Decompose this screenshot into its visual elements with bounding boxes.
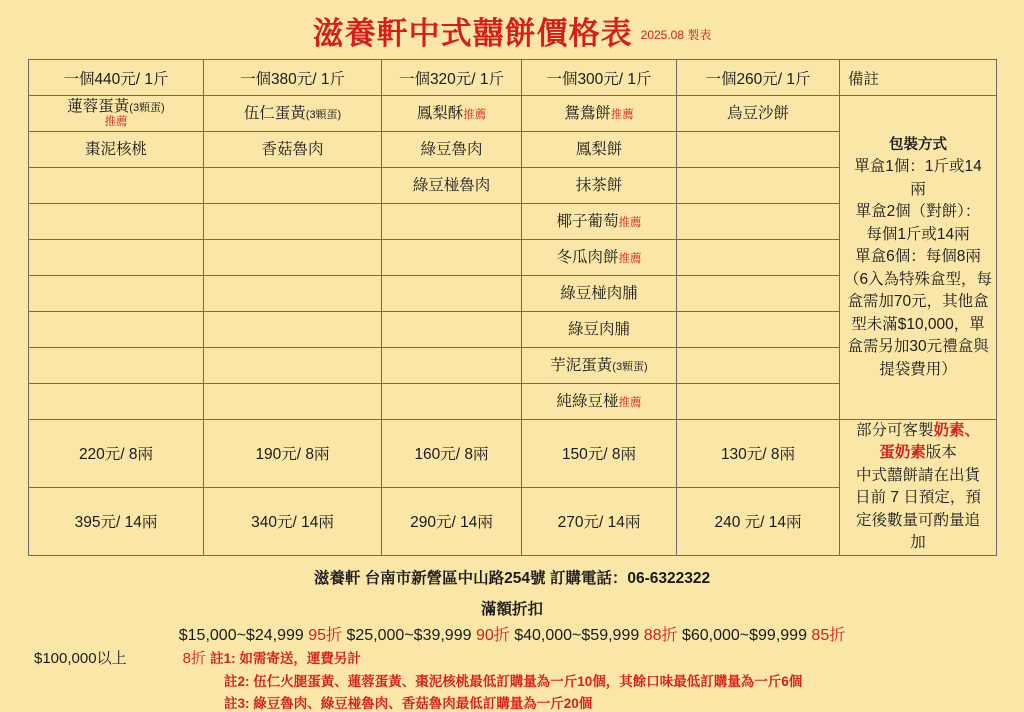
- item-name: 蓮蓉蛋黃: [67, 97, 130, 115]
- item-cell: [29, 240, 204, 276]
- tier-pct: 85折: [811, 626, 846, 644]
- item-cell: [382, 348, 522, 384]
- last-tier-pct: 8折: [182, 649, 206, 667]
- item-cell: 棗泥核桃: [29, 132, 204, 168]
- item-cell: [522, 96, 677, 132]
- remark-line: 中式囍餅請在出貨: [855, 466, 980, 484]
- item-cell: [29, 96, 204, 132]
- remark-line: [840, 442, 996, 464]
- table-header-row: [29, 60, 997, 96]
- item-sub: (3顆蛋): [305, 108, 342, 121]
- item-cell: [29, 168, 204, 204]
- price-cell: 340元/ 14兩: [204, 487, 382, 555]
- item-cell: [522, 384, 677, 420]
- item-name: 鳳梨酥: [416, 104, 464, 122]
- remark-line: 兩: [910, 180, 926, 198]
- remark-text: 部分可客製: [855, 422, 934, 439]
- recommend-badge: 推薦: [104, 115, 128, 128]
- note-3: 註3: 綠豆魯肉、綠豆椪魯肉、香菇魯肉最低訂購量為一斤20個: [224, 695, 593, 711]
- column-header-380: 一個380元/ 1斤: [204, 60, 382, 96]
- remark-packaging-cell: [840, 96, 997, 420]
- item-cell: [522, 240, 677, 276]
- item-cell: 抹茶餅: [522, 168, 677, 204]
- remark-highlight: 蛋奶素: [879, 444, 926, 462]
- item-cell: [204, 276, 382, 312]
- title-row: [0, 0, 1024, 53]
- tier-range: $40,000~$59,999: [514, 626, 640, 644]
- item-name: 烏豆沙餅: [726, 104, 789, 122]
- tier-range: $15,000~$24,999: [178, 626, 304, 644]
- item-name: 冬瓜肉餅: [556, 248, 619, 266]
- tier-range: $25,000~$39,999: [346, 626, 472, 644]
- table-row: [29, 96, 997, 132]
- page-title: 滋養軒中式囍餅價格表: [312, 16, 633, 51]
- item-cell: [677, 132, 840, 168]
- remark-line: 單盒2個（對餅）：: [855, 203, 981, 221]
- price-cell: 160元/ 8兩: [382, 420, 522, 488]
- remark-line: 日前 7 日預定，預: [855, 489, 981, 507]
- remark-highlight: 奶素、: [933, 422, 981, 439]
- item-cell: 綠豆魯肉: [382, 132, 522, 168]
- item-cell: [382, 204, 522, 240]
- column-header-300: 一個300元/ 1斤: [522, 60, 677, 96]
- remark-line: 每個1斤或14兩: [866, 225, 970, 243]
- remark-line: （6入為特殊盒型，每: [843, 270, 993, 288]
- remark-heading: 包裝方式: [889, 136, 947, 153]
- price-cell: 270元/ 14兩: [522, 487, 677, 555]
- item-cell: [677, 348, 840, 384]
- item-cell: [204, 384, 382, 420]
- recommend-badge: 推薦: [618, 252, 642, 265]
- price-cell: 395元/ 14兩: [29, 487, 204, 555]
- item-cell: [522, 348, 677, 384]
- item-cell: [29, 276, 204, 312]
- price-cell: 290元/ 14兩: [382, 487, 522, 555]
- remark-line: 提袋費用）: [879, 360, 957, 378]
- tier-pct: 95折: [308, 626, 343, 644]
- remark-text: 版本: [925, 444, 957, 462]
- item-cell: 綠豆椪肉脯: [522, 276, 677, 312]
- column-header-320: 一個320元/ 1斤: [382, 60, 522, 96]
- remark-line: 盒需加70元，其他盒: [847, 293, 989, 311]
- item-cell: [382, 96, 522, 132]
- recommend-badge: 推薦: [618, 396, 642, 409]
- remark-custom-cell: [840, 420, 997, 556]
- item-cell: [677, 240, 840, 276]
- price-cell: 130元/ 8兩: [677, 420, 840, 488]
- item-cell: [677, 204, 840, 240]
- item-cell: [677, 96, 840, 132]
- item-cell: [677, 276, 840, 312]
- item-name: 鴛鴦餅: [564, 104, 611, 122]
- item-name: 芋泥蛋黃: [550, 356, 613, 374]
- item-cell: 綠豆椪魯肉: [382, 168, 522, 204]
- item-cell: [382, 276, 522, 312]
- item-cell: [204, 240, 382, 276]
- tier-pct: 90折: [475, 626, 510, 644]
- item-cell: 鳳梨餅: [522, 132, 677, 168]
- item-sub: (3顆蛋): [612, 360, 648, 373]
- item-cell: [29, 312, 204, 348]
- remark-line: 型未滿$10,000，單: [851, 315, 985, 333]
- item-cell: [204, 348, 382, 384]
- item-cell: 綠豆肉脯: [522, 312, 677, 348]
- note-line-1: [34, 647, 1024, 668]
- price-cell: 150元/ 8兩: [522, 420, 677, 488]
- shop-info-line: 滋養軒 台南市新營區中山路254號 訂購電話：06-6322322: [313, 569, 711, 587]
- footer-notes: [0, 647, 1024, 712]
- note-2: 註2: 伍仁火腿蛋黃、蓮蓉蛋黃、棗泥核桃最低訂購量為一斤10個，其餘口味最低訂購量為一斤6個: [224, 673, 803, 689]
- item-cell: [204, 204, 382, 240]
- item-cell: [204, 168, 382, 204]
- last-tier-range: $100,000以上: [34, 649, 127, 667]
- remark-line: 盒需另加30元禮盒與: [847, 338, 989, 356]
- tier-pct: 88折: [643, 626, 678, 644]
- recommend-badge: 推薦: [463, 108, 487, 121]
- price-table: [28, 59, 997, 556]
- discount-tiers: [0, 622, 1024, 645]
- remark-line: 單盒6個：每個8兩: [855, 248, 981, 266]
- item-cell: [204, 312, 382, 348]
- recommend-badge: 推薦: [618, 216, 642, 229]
- item-cell: [29, 204, 204, 240]
- price-cell: 220元/ 8兩: [29, 420, 204, 488]
- title-date-note: 2025.08 製表: [640, 27, 712, 42]
- item-cell: [382, 384, 522, 420]
- price-table-wrap: [28, 59, 996, 556]
- price-cell: 240 元/ 14兩: [677, 487, 840, 555]
- price-row-8liang: [29, 420, 997, 488]
- price-cell: 190元/ 8兩: [204, 420, 382, 488]
- remark-line: 單盒1個：1斤或14: [854, 158, 982, 176]
- item-cell: [677, 384, 840, 420]
- item-sub: (3顆蛋): [129, 101, 165, 114]
- item-cell: [29, 348, 204, 384]
- remark-line: [840, 420, 996, 442]
- remark-line: 定後數量可酌量追: [855, 511, 980, 529]
- tier-range: $60,000~$99,999: [681, 626, 807, 644]
- column-header-440: 一個440元/ 1斤: [29, 60, 204, 96]
- item-cell: [677, 312, 840, 348]
- remark-line: 加: [910, 534, 926, 552]
- recommend-badge: 推薦: [610, 108, 634, 121]
- item-cell: [677, 168, 840, 204]
- note-1: 註1: 如需寄送，運費另計: [210, 650, 361, 666]
- item-cell: [29, 384, 204, 420]
- notes-indent: [34, 670, 1024, 712]
- item-cell: [382, 312, 522, 348]
- item-cell: [204, 96, 382, 132]
- item-name: 伍仁蛋黃: [243, 104, 306, 122]
- column-header-remark: 備註: [840, 60, 997, 96]
- item-name: 椰子葡萄: [556, 212, 619, 230]
- item-cell: [522, 204, 677, 240]
- column-header-260: 一個260元/ 1斤: [677, 60, 840, 96]
- discount-title: 滿額折扣: [480, 600, 543, 618]
- item-name: 純綠豆椪: [556, 392, 619, 410]
- item-cell: [382, 240, 522, 276]
- item-cell: 香菇魯肉: [204, 132, 382, 168]
